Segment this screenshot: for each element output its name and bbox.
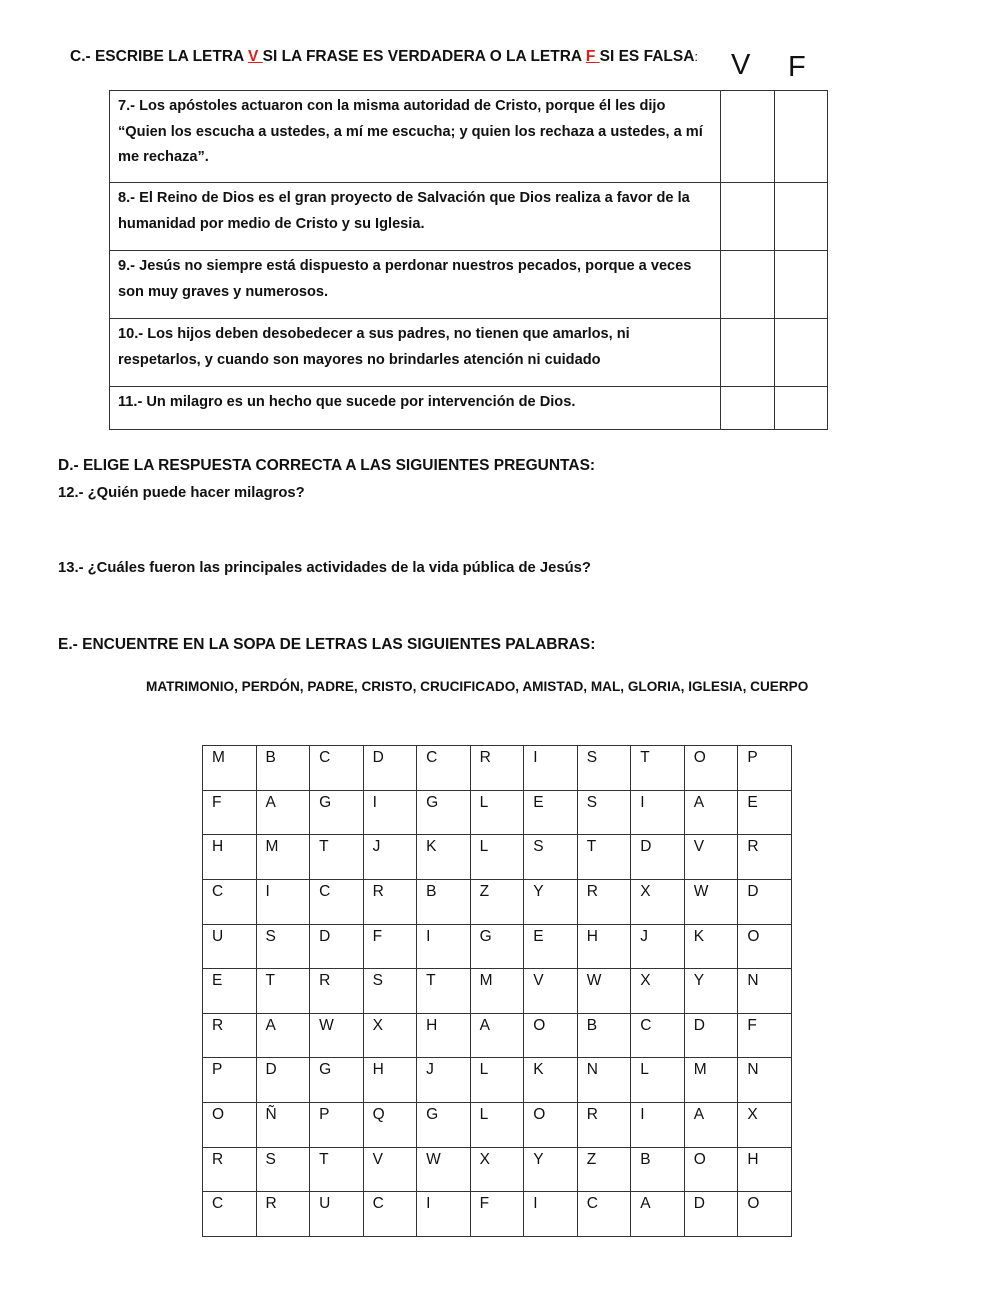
grid-cell[interactable]: Y	[524, 879, 578, 924]
table-row	[110, 387, 828, 430]
table-row	[110, 319, 828, 387]
grid-cell[interactable]: L	[470, 790, 524, 835]
statement-9: 9.- Jesús no siempre está dispuesto a perdonar nuestros pecados, porque a veces son muy graves y numerosos.	[110, 251, 721, 319]
grid-cell[interactable]: L	[631, 1058, 685, 1103]
grid-cell[interactable]: A	[256, 1013, 310, 1058]
grid-cell[interactable]: H	[738, 1147, 792, 1192]
question-12: 12.- ¿Quién puede hacer milagros?	[58, 485, 305, 501]
grid-row	[203, 1013, 792, 1058]
grid-cell[interactable]: R	[577, 879, 631, 924]
grid-cell[interactable]: O	[203, 1103, 257, 1148]
grid-cell[interactable]: P	[310, 1103, 364, 1148]
grid-cell[interactable]: D	[738, 879, 792, 924]
grid-cell[interactable]: V	[363, 1147, 417, 1192]
column-v-header: V	[731, 49, 751, 81]
grid-cell[interactable]: Z	[577, 1147, 631, 1192]
word-search-grid	[202, 745, 792, 1237]
grid-cell[interactable]: P	[738, 746, 792, 791]
grid-cell[interactable]: Y	[684, 969, 738, 1014]
grid-row	[203, 969, 792, 1014]
grid-cell[interactable]: L	[470, 1058, 524, 1103]
grid-row	[203, 879, 792, 924]
grid-cell[interactable]: S	[577, 790, 631, 835]
grid-cell[interactable]: E	[738, 790, 792, 835]
grid-cell[interactable]: F	[738, 1013, 792, 1058]
grid-row	[203, 1192, 792, 1237]
grid-cell[interactable]: D	[310, 924, 364, 969]
grid-cell[interactable]: R	[310, 969, 364, 1014]
grid-cell[interactable]: I	[524, 1192, 578, 1237]
grid-cell[interactable]: R	[738, 835, 792, 880]
grid-cell[interactable]: R	[470, 746, 524, 791]
section-e-title: E.- ENCUENTRE EN LA SOPA DE LETRAS LAS SIGUIENTES PALABRAS:	[58, 636, 596, 653]
grid-cell[interactable]: F	[470, 1192, 524, 1237]
answer-box-f-11[interactable]	[774, 387, 827, 430]
grid-row	[203, 1147, 792, 1192]
table-row	[110, 251, 828, 319]
grid-cell[interactable]: I	[524, 746, 578, 791]
grid-cell[interactable]: S	[363, 969, 417, 1014]
grid-cell[interactable]: S	[524, 835, 578, 880]
grid-cell[interactable]: W	[577, 969, 631, 1014]
grid-cell[interactable]: C	[310, 746, 364, 791]
letter-v: V	[247, 48, 263, 65]
grid-cell[interactable]: Ñ	[256, 1103, 310, 1148]
grid-cell[interactable]: X	[470, 1147, 524, 1192]
answer-box-v-11[interactable]	[721, 387, 774, 430]
grid-cell[interactable]: B	[417, 879, 471, 924]
grid-cell[interactable]: A	[256, 790, 310, 835]
grid-cell[interactable]: M	[203, 746, 257, 791]
grid-cell[interactable]: R	[203, 1013, 257, 1058]
grid-cell[interactable]: A	[470, 1013, 524, 1058]
grid-cell[interactable]: B	[577, 1013, 631, 1058]
grid-cell[interactable]: Q	[363, 1103, 417, 1148]
grid-cell[interactable]: X	[738, 1103, 792, 1148]
grid-cell[interactable]: C	[577, 1192, 631, 1237]
grid-cell[interactable]: T	[577, 835, 631, 880]
grid-cell[interactable]: V	[684, 835, 738, 880]
grid-cell[interactable]: E	[203, 969, 257, 1014]
grid-cell[interactable]: I	[631, 790, 685, 835]
answer-area-13[interactable]	[58, 584, 818, 626]
grid-cell[interactable]: Z	[470, 879, 524, 924]
table-row	[110, 183, 828, 251]
grid-cell[interactable]: I	[417, 924, 471, 969]
grid-cell[interactable]: G	[310, 1058, 364, 1103]
grid-cell[interactable]: I	[631, 1103, 685, 1148]
grid-cell[interactable]: V	[524, 969, 578, 1014]
grid-cell[interactable]: T	[256, 969, 310, 1014]
grid-cell[interactable]: K	[417, 835, 471, 880]
grid-cell[interactable]: P	[203, 1058, 257, 1103]
grid-cell[interactable]: W	[684, 879, 738, 924]
grid-cell[interactable]: O	[524, 1103, 578, 1148]
grid-cell[interactable]: T	[310, 835, 364, 880]
answer-box-v-7[interactable]	[721, 91, 774, 183]
grid-cell[interactable]: X	[631, 969, 685, 1014]
grid-cell[interactable]: S	[256, 924, 310, 969]
grid-cell[interactable]: A	[684, 1103, 738, 1148]
word-list: MATRIMONIO, PERDÓN, PADRE, CRISTO, CRUCIFICADO, AMISTAD, MAL, GLORIA, IGLESIA, CUERPO	[146, 679, 809, 694]
grid-cell[interactable]: G	[470, 924, 524, 969]
grid-cell[interactable]: K	[684, 924, 738, 969]
grid-cell[interactable]: B	[631, 1147, 685, 1192]
grid-cell[interactable]: M	[256, 835, 310, 880]
answer-box-f-7[interactable]	[774, 91, 827, 183]
grid-cell[interactable]: N	[577, 1058, 631, 1103]
grid-cell[interactable]: Y	[524, 1147, 578, 1192]
letter-f: F	[585, 48, 600, 65]
true-false-table	[109, 90, 828, 430]
grid-cell[interactable]: U	[310, 1192, 364, 1237]
grid-cell[interactable]: J	[631, 924, 685, 969]
grid-cell[interactable]: J	[417, 1058, 471, 1103]
statement-7: 7.- Los apóstoles actuaron con la misma autoridad de Cristo, porque él les dijo “Quien los escucha a ustedes, a mí me escucha; y quien los rechaza a ustedes, a mí me rechaza”.	[110, 91, 721, 183]
grid-cell[interactable]: L	[470, 1103, 524, 1148]
grid-cell[interactable]: E	[524, 790, 578, 835]
grid-cell[interactable]: M	[684, 1058, 738, 1103]
statement-10: 10.- Los hijos deben desobedecer a sus padres, no tienen que amarlos, ni respetarlos, y cuando son mayores no brindarles atención ni cuidado	[110, 319, 721, 387]
grid-cell[interactable]: D	[684, 1192, 738, 1237]
grid-cell[interactable]: E	[524, 924, 578, 969]
grid-cell[interactable]: H	[203, 835, 257, 880]
column-f-header: F	[788, 51, 806, 83]
grid-row	[203, 835, 792, 880]
grid-cell[interactable]: A	[684, 790, 738, 835]
grid-row	[203, 790, 792, 835]
grid-cell[interactable]: R	[203, 1147, 257, 1192]
grid-cell[interactable]: O	[684, 746, 738, 791]
grid-cell[interactable]: G	[310, 790, 364, 835]
grid-cell[interactable]: H	[577, 924, 631, 969]
grid-row	[203, 924, 792, 969]
answer-box-v-9[interactable]	[721, 251, 774, 319]
grid-cell[interactable]: D	[363, 746, 417, 791]
grid-cell[interactable]: L	[470, 835, 524, 880]
grid-cell[interactable]: C	[363, 1192, 417, 1237]
grid-cell[interactable]: W	[310, 1013, 364, 1058]
grid-cell[interactable]: I	[363, 790, 417, 835]
grid-cell[interactable]: N	[738, 969, 792, 1014]
grid-cell[interactable]: B	[256, 746, 310, 791]
section-c-title: C.- ESCRIBE LA LETRA V SI LA FRASE ES VERDADERA O LA LETRA F SI ES FALSA:	[70, 48, 699, 65]
grid-cell[interactable]: I	[256, 879, 310, 924]
question-13: 13.- ¿Cuáles fueron las principales actividades de la vida pública de Jesús?	[58, 560, 591, 576]
grid-cell[interactable]: T	[417, 969, 471, 1014]
grid-row	[203, 746, 792, 791]
grid-cell[interactable]: S	[256, 1147, 310, 1192]
grid-cell[interactable]: O	[684, 1147, 738, 1192]
grid-cell[interactable]: D	[684, 1013, 738, 1058]
grid-row	[203, 1103, 792, 1148]
grid-cell[interactable]: S	[577, 746, 631, 791]
grid-cell[interactable]: M	[470, 969, 524, 1014]
grid-cell[interactable]: G	[417, 790, 471, 835]
grid-cell[interactable]: I	[417, 1192, 471, 1237]
grid-cell[interactable]: O	[524, 1013, 578, 1058]
grid-cell[interactable]: A	[631, 1192, 685, 1237]
grid-cell[interactable]: W	[417, 1147, 471, 1192]
grid-cell[interactable]: X	[363, 1013, 417, 1058]
grid-cell[interactable]: H	[417, 1013, 471, 1058]
answer-box-f-9[interactable]	[774, 251, 827, 319]
grid-cell[interactable]: X	[631, 879, 685, 924]
answer-area-12[interactable]	[58, 508, 818, 550]
grid-cell[interactable]: K	[524, 1058, 578, 1103]
grid-cell[interactable]: G	[417, 1103, 471, 1148]
grid-cell[interactable]: C	[203, 1192, 257, 1237]
grid-cell[interactable]: C	[203, 879, 257, 924]
grid-row	[203, 1058, 792, 1103]
grid-cell[interactable]: C	[417, 746, 471, 791]
grid-cell[interactable]: J	[363, 835, 417, 880]
grid-cell[interactable]: U	[203, 924, 257, 969]
grid-cell[interactable]: R	[256, 1192, 310, 1237]
grid-cell[interactable]: R	[363, 879, 417, 924]
grid-cell[interactable]: O	[738, 924, 792, 969]
statement-8: 8.- El Reino de Dios es el gran proyecto de Salvación que Dios realiza a favor de la humanidad por medio de Cristo y su Iglesia.	[110, 183, 721, 251]
grid-cell[interactable]: F	[363, 924, 417, 969]
answer-box-v-10[interactable]	[721, 319, 774, 387]
statement-11: 11.- Un milagro es un hecho que sucede por intervención de Dios.	[110, 387, 721, 430]
grid-cell[interactable]: D	[256, 1058, 310, 1103]
grid-cell[interactable]: T	[631, 746, 685, 791]
grid-cell[interactable]: C	[310, 879, 364, 924]
grid-cell[interactable]: R	[577, 1103, 631, 1148]
grid-cell[interactable]: D	[631, 835, 685, 880]
grid-cell[interactable]: T	[310, 1147, 364, 1192]
grid-cell[interactable]: O	[738, 1192, 792, 1237]
grid-cell[interactable]: F	[203, 790, 257, 835]
answer-box-f-10[interactable]	[774, 319, 827, 387]
answer-box-f-8[interactable]	[774, 183, 827, 251]
answer-box-v-8[interactable]	[721, 183, 774, 251]
grid-cell[interactable]: C	[631, 1013, 685, 1058]
section-d-title: D.- ELIGE LA RESPUESTA CORRECTA A LAS SIGUIENTES PREGUNTAS:	[58, 457, 596, 474]
grid-cell[interactable]: H	[363, 1058, 417, 1103]
table-row	[110, 91, 828, 183]
grid-cell[interactable]: N	[738, 1058, 792, 1103]
